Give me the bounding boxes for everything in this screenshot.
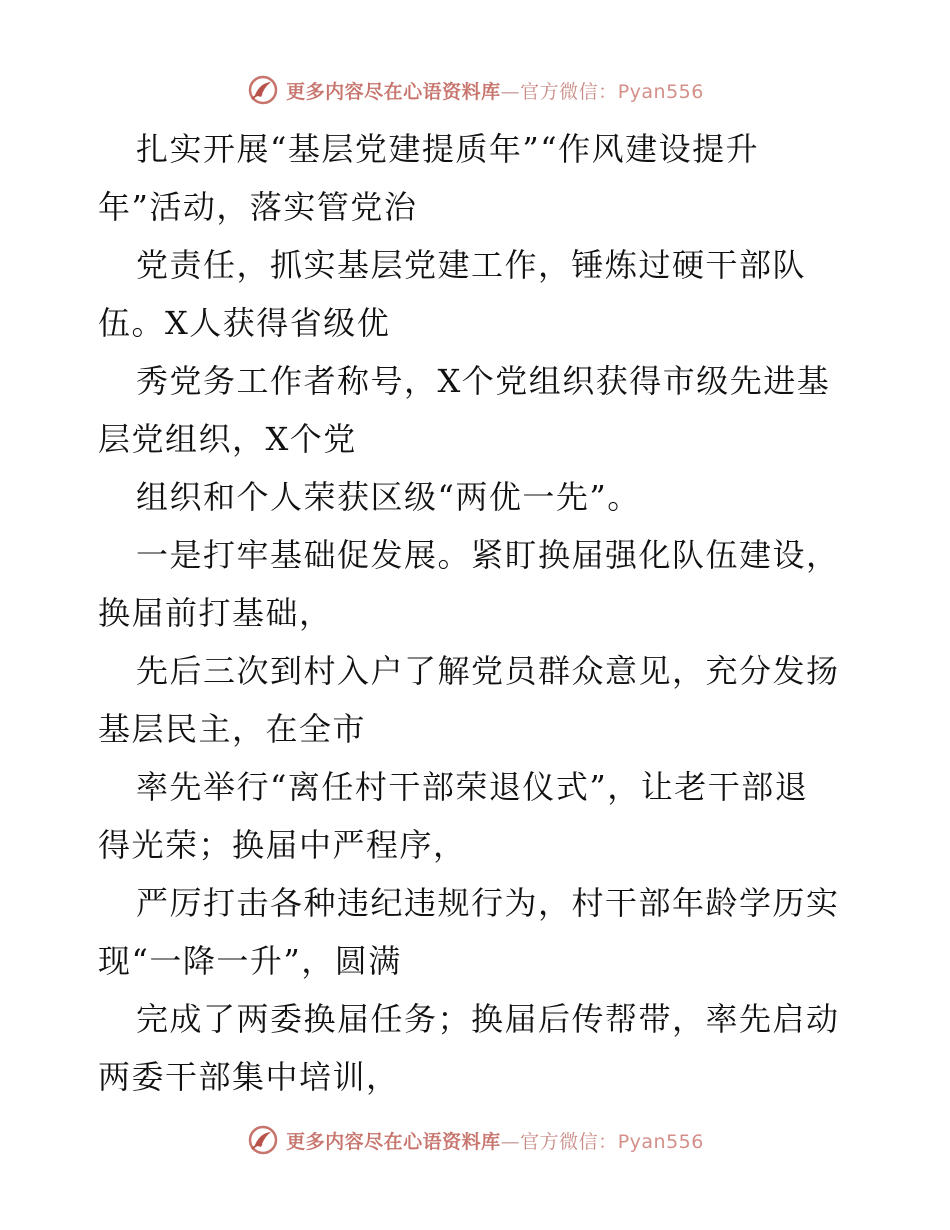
brush-swirl-logo-icon [246, 73, 280, 107]
paragraph-line: 秀党务工作者称号，X个党组织获得市级先进基 [136, 362, 831, 400]
watermark-text [286, 77, 704, 104]
paragraph-line: 换届前打基础， [98, 594, 333, 632]
paragraph-line: 层党组织，X个党 [98, 420, 357, 458]
paragraph [98, 874, 858, 990]
paragraph-line: 扎实开展“基层党建提质年”“作风建设提升 [136, 130, 760, 168]
paragraph [98, 468, 858, 526]
brush-swirl-logo-icon [246, 1123, 280, 1157]
paragraph-line: 伍。X人获得省级优 [98, 304, 391, 342]
watermark-label: 官方微信： [520, 80, 618, 103]
paragraph-line: 率先举行“离任村干部荣退仪式”，让老干部退 [136, 768, 809, 806]
paragraph-line: 两委干部集中培训， [98, 1058, 400, 1096]
paragraph-line: 基层民主，在全市 [98, 710, 367, 748]
watermark-id: Pyan556 [617, 1130, 704, 1153]
paragraph [98, 758, 858, 874]
watermark-text [286, 1127, 704, 1154]
watermark-separator: — [500, 1130, 521, 1153]
footer-watermark [0, 1120, 950, 1160]
watermark-id: Pyan556 [617, 80, 704, 103]
paragraph-line: 组织和个人荣获区级“两优一先”。 [136, 478, 641, 516]
watermark-label: 官方微信： [520, 1130, 618, 1153]
paragraph-line: 现“一降一升”，圆满 [98, 942, 402, 980]
paragraph [98, 352, 858, 468]
paragraph [98, 642, 858, 758]
watermark-main: 更多内容尽在心语资料库 [286, 80, 501, 103]
paragraph-line: 得光荣；换届中严程序， [98, 826, 467, 864]
paragraph-line: 年”活动，落实管党治 [98, 188, 418, 226]
paragraph-line: 严厉打击各种违纪违规行为，村干部年龄学历实 [136, 884, 840, 922]
paragraph-line: 一是打牢基础促发展。紧盯换届强化队伍建设， [136, 536, 840, 574]
paragraph-line: 完成了两委换届任务；换届后传帮带，率先启动 [136, 1000, 840, 1038]
paragraph [98, 526, 858, 642]
paragraph [98, 990, 858, 1106]
paragraph [98, 236, 858, 352]
paragraph-line: 先后三次到村入户了解党员群众意见，充分发扬 [136, 652, 840, 690]
header-watermark [0, 70, 950, 110]
paragraph [98, 120, 858, 236]
paragraph-line: 党责任，抓实基层党建工作，锤炼过硬干部队 [136, 246, 807, 284]
watermark-main: 更多内容尽在心语资料库 [286, 1130, 501, 1153]
watermark-separator: — [500, 80, 521, 103]
document-body [98, 120, 858, 1106]
